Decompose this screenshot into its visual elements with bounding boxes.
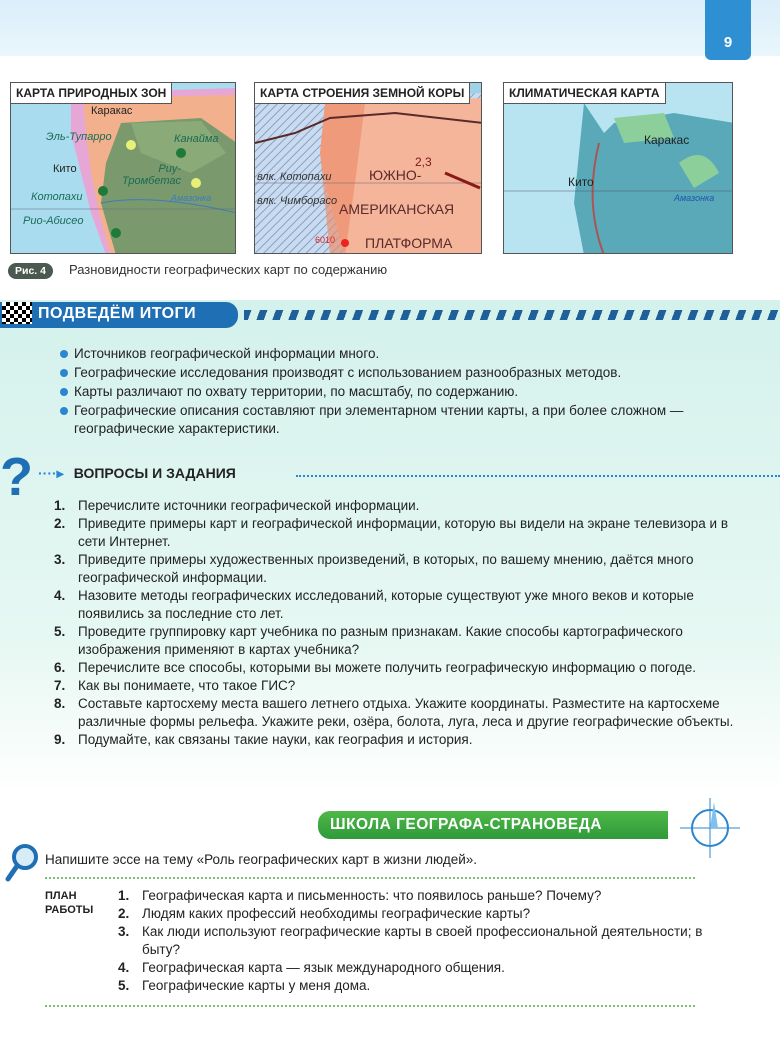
question-mark-icon: ? [0, 447, 33, 507]
map-title: КЛИМАТИЧЕСКАЯ КАРТА [504, 83, 666, 104]
map-label: 6010 [315, 235, 336, 245]
list-item: 4. Назовите методы географических исследований, которые существуют уже много веков и которые появились за последние сто лет. [54, 588, 694, 621]
page-number: 9 [705, 0, 751, 60]
list-item: 2. Людям каких профессий необходимы географические карты? [118, 906, 531, 921]
list-item: 9. Подумайте, как связаны такие науки, как география и история. [54, 732, 473, 747]
list-item: Источников географической информации много. [58, 345, 748, 363]
list-item: 8. Составьте картосхему места вашего летнего отдыха. Укажите координаты. Разместите на картосхеме различные формы рельефа. Укажите реки, озёра, болота, луга, леса и другие географические объекты. [54, 696, 734, 729]
list-item: 1. Перечислите источники географической информации. [54, 498, 420, 513]
map-label: ЮЖНО- [369, 167, 422, 183]
dotted-divider [45, 1005, 695, 1007]
figure-caption [8, 262, 387, 279]
questions-list [54, 497, 734, 749]
caption-text: Разновидности географических карт по содержанию [68, 262, 388, 277]
list-item: Географические описания составляют при элементарном чтении карты, а при более сложном — географические характеристики. [58, 402, 748, 438]
map-label: Кито [568, 175, 594, 189]
map-natural-zones [10, 82, 236, 254]
map-title: КАРТА СТРОЕНИЯ ЗЕМНОЙ КОРЫ [255, 83, 470, 104]
checkered-flag-icon [2, 302, 32, 324]
essay-task: Напишите эссе на тему «Роль географических карт в жизни людей». [45, 852, 478, 867]
map-label: Котопахи [31, 191, 83, 203]
arrow-icon: ····▸ [38, 465, 64, 481]
compass-icon [678, 798, 742, 860]
plan-label: ПЛАН РАБОТЫ [45, 890, 94, 916]
map-climate-image [504, 83, 733, 254]
map-label: Каракас [91, 105, 133, 117]
plan-list [118, 887, 708, 995]
figure-badge: Рис. 4 [8, 263, 53, 279]
map-label: Рио-Абисео [23, 215, 84, 227]
dotted-divider [296, 475, 780, 477]
magnifier-icon [5, 843, 39, 883]
map-label: АМЕРИКАНСКАЯ [339, 201, 455, 217]
map-label: Амазонка [674, 193, 715, 203]
list-item: 5. Географические карты у меня дома. [118, 978, 371, 993]
map-label: 2,3 [415, 155, 432, 169]
list-item: 6. Перечислите все способы, которыми вы можете получить географическую информацию о погоде. [54, 660, 697, 675]
list-item: 2. Приведите примеры карт и географической информации, которую вы видели на экране телевизора и в сети Интернет. [54, 516, 728, 549]
list-item: 4. Географическая карта — язык международного общения. [118, 960, 505, 975]
summary-banner: ПОДВЕДЁМ ИТОГИ [0, 302, 238, 328]
list-item: 1. Географическая карта и письменность: что появилось раньше? Почему? [118, 888, 602, 903]
map-label: Риу-Тромбетас [122, 163, 181, 187]
map-label: влк. Чимборасо [257, 195, 338, 207]
map-label: ПЛАТФОРМА [365, 235, 453, 251]
list-item: Географические исследования производят с использованием разнообразных методов. [58, 364, 748, 382]
list-item: Карты различают по охвату территории, по масштабу, по содержанию. [58, 383, 748, 401]
questions-title: ВОПРОСЫ И ЗАДАНИЯ [73, 465, 236, 481]
map-climate [503, 82, 733, 254]
top-band [0, 0, 780, 56]
school-banner: ШКОЛА ГЕОГРАФА-СТРАНОВЕДА [318, 811, 668, 839]
map-title: КАРТА ПРИРОДНЫХ ЗОН [11, 83, 172, 104]
map-label: Каракас [644, 133, 690, 147]
dashed-divider [244, 310, 780, 320]
map-label: Кито [53, 163, 77, 175]
list-item: 5. Проведите группировку карт учебника по разным признакам. Какие способы картографического изображения применяют в картах учебника? [54, 624, 683, 657]
map-label: Канайма [174, 133, 219, 145]
map-label: влк. Котопахи [257, 171, 332, 183]
dotted-divider [45, 877, 695, 879]
list-item: 3. Как люди используют географические карты в своей профессиональной деятельности; в быту? [118, 924, 703, 957]
map-label: Эль-Тупарро [46, 131, 112, 143]
summary-list [58, 345, 748, 439]
questions-heading [38, 465, 236, 482]
map-earth-crust [254, 82, 482, 254]
map-label: Амазонка [171, 193, 212, 203]
list-item: 7. Как вы понимаете, что такое ГИС? [54, 678, 296, 693]
list-item: 3. Приведите примеры художественных произведений, в которых, по вашему мнению, даётся много географической информации. [54, 552, 694, 585]
